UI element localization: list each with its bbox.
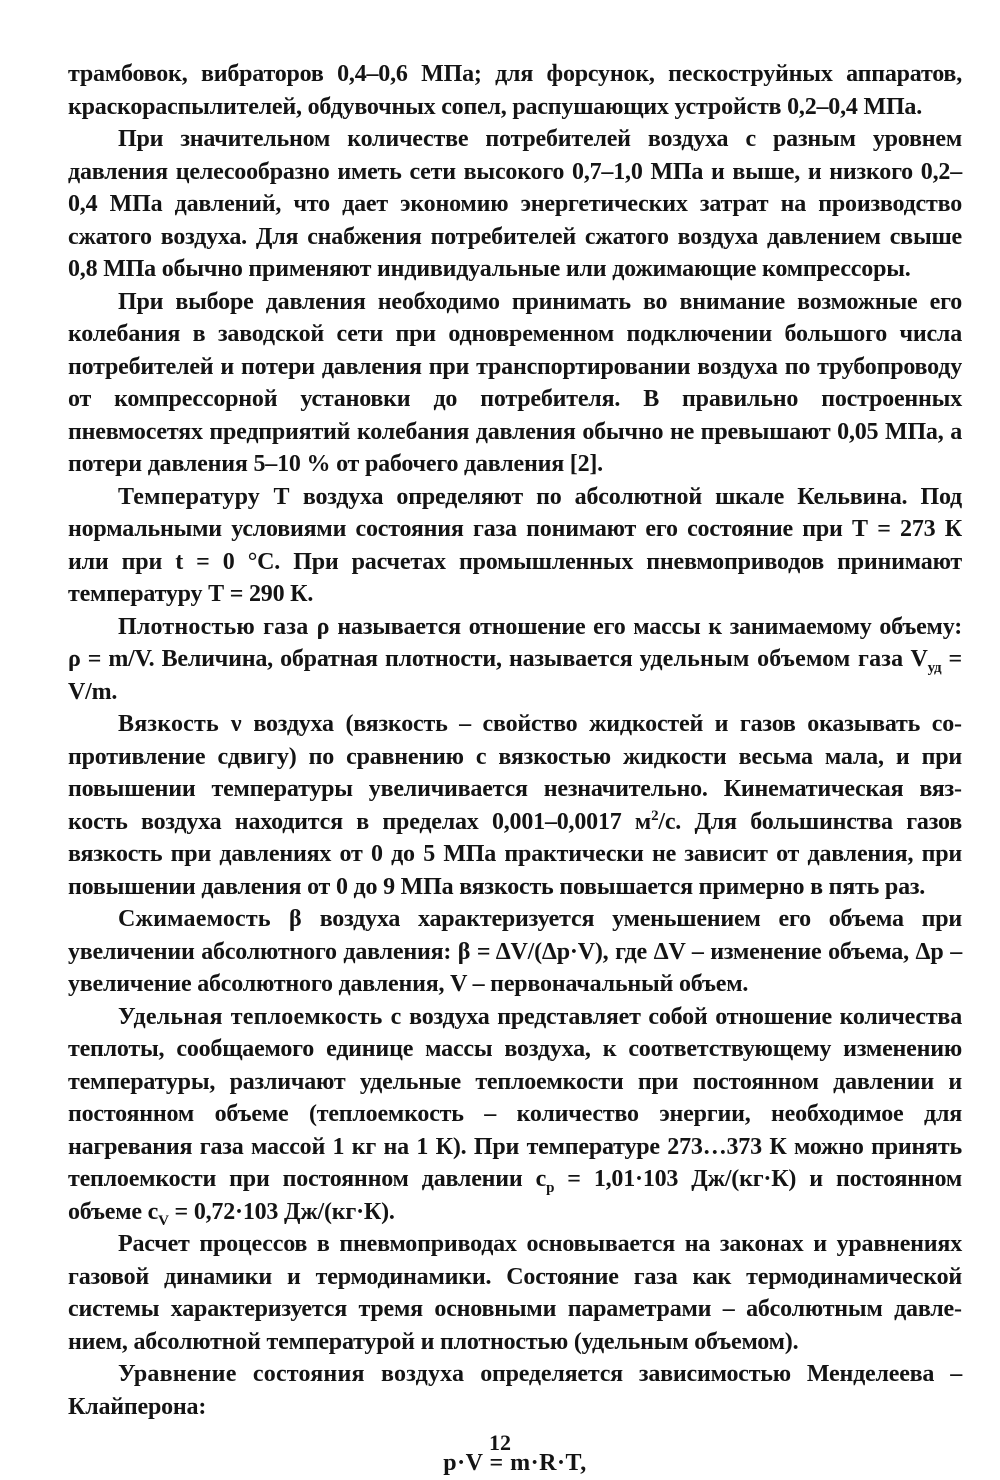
term-heat-capacity: Удельная теплоемкость с	[118, 1003, 402, 1030]
paragraph-temperature	[68, 481, 962, 611]
paragraph-2: При значительном количестве потребителей воздуха с разным уровнем давления целесообразно иметь сети высокого 0,7–1,0 МПа и выше, и низкого 0,2–0,4 МПа давлений, что дает экономию энергетических затрат на производство сжатого воздуха. Для снабжения потребителей сжатого воздуха давлением свыше 0,8 МПа обычно применяют индивидуальные или дожимающие компрессоры.	[68, 126, 962, 282]
text-heat-capacity-3: = 0,72·103 Дж/(кг·К).	[168, 1198, 395, 1225]
sup-2: 2	[651, 807, 659, 824]
sub-ud: уд	[927, 659, 942, 676]
text-heat-capacity-1: воздуха представляет собой отношение количества теплоты, сообщаемого единице массы воздуха, к соответствующему изменению температуры, различают удельные теплоемкости при постоянном давлении и постоянном объеме (теплоемкость – количество энергии, необходимое для нагревания газа массой 1 кг на 1 К). При температуре 273…373 К можно принять теплоемкости при постоянном давлении c	[68, 1003, 962, 1192]
term-state-equation: Уравнение состояния воздуха	[118, 1361, 465, 1387]
term-specific-volume: удельным объемом газа	[639, 646, 904, 672]
paragraph-3: При выборе давления необходимо принимать во внимание возможные его колебания в заводской сети при одновременном подключении большого числа потребителей и потери давления при транспортировании воздуха по трубопроводу от компрессорной установки до потребителя. В правильно построенных пневмосетях предприятий колебания давления обычно не превышают 0,05 МПа, а потери давления 5–10 % от рабочего давления [2].	[68, 288, 962, 477]
text-temperature: воздуха определяют по абсолютной шкале Кельвина. Под нормальными условиями состояния газа понимают его состояние при Т = 273 К или при t = 0 °С. При расчетах промышленных пневмоприводов принимают температуру Т = 290 К.	[68, 483, 963, 607]
page-body	[68, 58, 962, 1480]
paragraph-9: Расчет процессов в пневмоприводах основывается на законах и уравнениях газовой динамики и термодинамики. Состояние газа как термодинамической системы характеризуется тремя основными параметрами – абсолютным давлением, абсолютной температурой и плотностью (удельным объемом).	[68, 1231, 962, 1355]
text-heat-capacity-2: = 1,01·103 Дж/(кг·К) и постоянном объеме c	[68, 1166, 962, 1225]
term-temperature: Температуру Т	[118, 483, 290, 510]
page-number: 12	[489, 1430, 511, 1455]
paragraph-viscosity	[68, 708, 962, 903]
paragraph-state-equation	[68, 1358, 962, 1423]
sub-v: V	[158, 1212, 169, 1229]
text-viscosity-1: воздуха (вязкость – свойство жидкостей и газов оказывать сопротивление сдвигу) по сравнению с вязкостью жидкости весьма мала, и при повышении температуры увеличивается незначительно. Кинематическая вязкость воздуха находится в пределах 0,001–0,0017 м	[68, 711, 962, 835]
paragraph-heat-capacity	[68, 1001, 962, 1229]
text-density-1: называется отношение его массы к занимаемому объему: ρ = m/V. Величина, обратная плотности, называется	[68, 613, 962, 672]
paragraph-density	[68, 611, 962, 709]
term-compressibility: Сжимаемость β	[118, 906, 302, 932]
text-density-3: = V/m.	[68, 646, 962, 705]
formula: p·V = m·R·T,	[443, 1450, 587, 1476]
paragraph-1: трамбовок, вибраторов 0,4–0,6 МПа; для форсунок, пескоструйных аппаратов, краскораспылителей, обдувочных сопел, распушающих устройств 0,2–0,4 МПа.	[68, 61, 962, 120]
term-viscosity: Вязкость ν	[118, 711, 242, 737]
sub-p: p	[546, 1179, 555, 1196]
text-state-equation: определяется зависимостью Менделеева – Клайперона:	[68, 1361, 962, 1420]
paragraph-compressibility	[68, 903, 962, 1001]
text-viscosity-2: /с. Для большинства газов вязкость при давлениях от 0 до 5 МПа практически не зависит от давления, при повышении давления от 0 до 9 МПа вязкость повышается примерно в пять раз.	[68, 808, 962, 900]
text-compressibility: воздуха характеризуется уменьшением его объема при увеличении абсолютного давления: β = ΔV/(Δp·V), где ΔV – изменение объема, Δp – увеличение абсолютного давления, V – первоначальный объем.	[68, 906, 962, 997]
text-density-2: V	[903, 646, 928, 672]
term-density: Плотностью газа ρ	[118, 613, 330, 640]
